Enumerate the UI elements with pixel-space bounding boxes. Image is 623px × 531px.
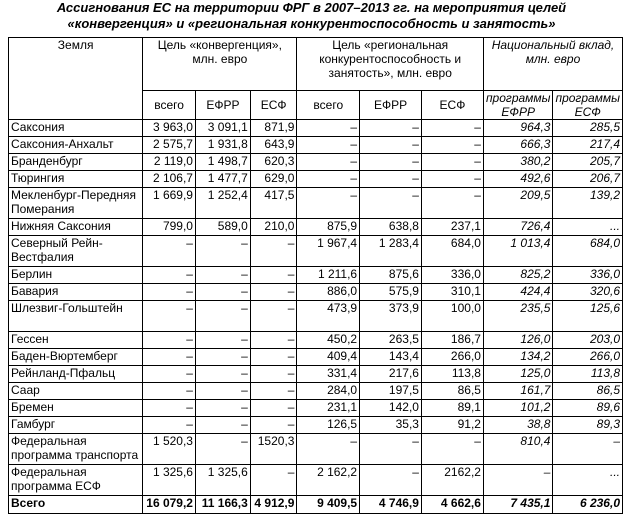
allocations-table (8, 37, 623, 514)
cell-reg-efrr: 197,5 (360, 383, 422, 400)
cell-land: Баден-Вюртемберг (9, 349, 143, 366)
cell-nat-efrr: 38,8 (483, 417, 553, 434)
table-row (9, 188, 623, 219)
total-reg-total: 9 409,5 (297, 496, 360, 514)
cell-reg-esf: 310,1 (421, 284, 483, 301)
cell-conv-total: – (143, 400, 196, 417)
cell-nat-efrr: 235,5 (483, 301, 553, 332)
cell-reg-esf: 336,0 (421, 267, 483, 284)
title-line-1: Ассигнования ЕС на территории ФРГ в 2007–2013 гг. на мероприятия целей (56, 0, 567, 15)
cell-reg-total: 331,4 (297, 366, 360, 383)
cell-reg-total: 231,1 (297, 400, 360, 417)
total-row (9, 496, 623, 514)
total-reg-efrr: 4 746,9 (360, 496, 422, 514)
cell-reg-efrr: – (360, 137, 422, 154)
cell-reg-total: 409,4 (297, 349, 360, 366)
cell-reg-total: 886,0 (297, 284, 360, 301)
cell-conv-esf: – (250, 349, 297, 366)
cell-reg-efrr: 35,3 (360, 417, 422, 434)
table-row (9, 434, 623, 465)
cell-reg-esf: 186,7 (421, 332, 483, 349)
cell-land: Федеральная программа ЕСФ (9, 465, 143, 496)
cell-reg-efrr: 575,9 (360, 284, 422, 301)
cell-reg-efrr: 217,6 (360, 366, 422, 383)
cell-conv-esf: 417,5 (250, 188, 297, 219)
cell-nat-esf: 285,5 (553, 120, 623, 137)
cell-nat-esf: 139,2 (553, 188, 623, 219)
cell-conv-esf: – (250, 465, 297, 496)
cell-conv-esf: – (250, 417, 297, 434)
cell-conv-esf: – (250, 284, 297, 301)
cell-reg-efrr: – (360, 154, 422, 171)
header-reg-total: всего (297, 91, 360, 120)
header-regional: Цель «региональная конкурентоспособность и занятость», млн. евро (297, 38, 484, 91)
cell-conv-esf: 643,9 (250, 137, 297, 154)
cell-reg-total: 126,5 (297, 417, 360, 434)
cell-reg-efrr: – (360, 434, 422, 465)
cell-conv-efrr: 1 325,6 (195, 465, 250, 496)
cell-conv-efrr: – (195, 400, 250, 417)
cell-conv-esf: – (250, 301, 297, 332)
cell-reg-total: 1 211,6 (297, 267, 360, 284)
table-row (9, 236, 623, 267)
cell-reg-esf: 91,2 (421, 417, 483, 434)
cell-conv-efrr: 1 477,7 (195, 171, 250, 188)
cell-conv-total: – (143, 366, 196, 383)
total-reg-esf: 4 662,6 (421, 496, 483, 514)
cell-conv-efrr: 1 252,4 (195, 188, 250, 219)
header-land: Земля (9, 38, 143, 120)
cell-reg-esf: 266,0 (421, 349, 483, 366)
cell-land: Северный Рейн-Вестфалия (9, 236, 143, 267)
cell-nat-efrr: 126,0 (483, 332, 553, 349)
cell-reg-total: 450,2 (297, 332, 360, 349)
cell-reg-efrr: 638,8 (360, 219, 422, 236)
cell-nat-esf: 217,4 (553, 137, 623, 154)
cell-conv-total: 2 106,7 (143, 171, 196, 188)
cell-land: Федеральная программа транспорта (9, 434, 143, 465)
cell-reg-total: 473,9 (297, 301, 360, 332)
table-row (9, 284, 623, 301)
cell-reg-esf: 100,0 (421, 301, 483, 332)
cell-nat-efrr: 125,0 (483, 366, 553, 383)
total-conv-total: 16 079,2 (143, 496, 196, 514)
cell-conv-total: – (143, 332, 196, 349)
cell-reg-total: – (297, 120, 360, 137)
cell-nat-esf: 89,6 (553, 400, 623, 417)
cell-conv-efrr: – (195, 267, 250, 284)
cell-conv-efrr: – (195, 284, 250, 301)
cell-nat-efrr: 209,5 (483, 188, 553, 219)
cell-reg-esf: 89,1 (421, 400, 483, 417)
cell-reg-total: – (297, 434, 360, 465)
cell-reg-esf: – (421, 171, 483, 188)
cell-nat-efrr: 1 013,4 (483, 236, 553, 267)
cell-reg-esf: – (421, 120, 483, 137)
cell-conv-esf: – (250, 366, 297, 383)
cell-nat-esf: – (553, 434, 623, 465)
cell-land: Гессен (9, 332, 143, 349)
table-row (9, 154, 623, 171)
cell-reg-efrr: – (360, 188, 422, 219)
cell-nat-efrr: 810,4 (483, 434, 553, 465)
table-row (9, 417, 623, 434)
table-row (9, 137, 623, 154)
header-nat-esf: программы ЕСФ (553, 91, 623, 120)
cell-conv-total: 1 669,9 (143, 188, 196, 219)
header-reg-efrr: ЕФРР (360, 91, 422, 120)
cell-nat-efrr: 964,3 (483, 120, 553, 137)
header-reg-esf: ЕСФ (421, 91, 483, 120)
cell-reg-efrr: 1 283,4 (360, 236, 422, 267)
cell-nat-efrr: 424,4 (483, 284, 553, 301)
cell-nat-esf: 86,5 (553, 383, 623, 400)
total-nat-esf: 6 236,0 (553, 496, 623, 514)
cell-nat-efrr: – (483, 465, 553, 496)
table-row (9, 171, 623, 188)
cell-nat-efrr: 726,4 (483, 219, 553, 236)
cell-conv-efrr: – (195, 366, 250, 383)
header-national: Национальный вклад, млн. евро (483, 38, 622, 91)
table-row (9, 219, 623, 236)
cell-conv-total: – (143, 236, 196, 267)
cell-conv-esf: – (250, 383, 297, 400)
cell-nat-esf: 320,6 (553, 284, 623, 301)
cell-conv-efrr: – (195, 236, 250, 267)
cell-conv-total: 2 119,0 (143, 154, 196, 171)
cell-conv-efrr: – (195, 417, 250, 434)
total-nat-efrr: 7 435,1 (483, 496, 553, 514)
cell-conv-total: 3 963,0 (143, 120, 196, 137)
cell-conv-efrr: – (195, 332, 250, 349)
table-row (9, 366, 623, 383)
header-convergence: Цель «конвергенция», млн. евро (143, 38, 297, 91)
cell-conv-esf: – (250, 332, 297, 349)
cell-conv-esf: 871,9 (250, 120, 297, 137)
cell-conv-total: 2 575,7 (143, 137, 196, 154)
cell-reg-total: – (297, 188, 360, 219)
cell-reg-efrr: – (360, 465, 422, 496)
cell-nat-esf: 89,3 (553, 417, 623, 434)
cell-nat-efrr: 492,6 (483, 171, 553, 188)
table-row (9, 332, 623, 349)
cell-nat-esf: ... (553, 465, 623, 496)
cell-conv-efrr: – (195, 349, 250, 366)
cell-conv-efrr: 1 498,7 (195, 154, 250, 171)
cell-reg-esf: 86,5 (421, 383, 483, 400)
cell-land: Бремен (9, 400, 143, 417)
cell-reg-total: – (297, 171, 360, 188)
cell-conv-efrr: – (195, 301, 250, 332)
cell-land: Гамбург (9, 417, 143, 434)
cell-reg-esf: 113,8 (421, 366, 483, 383)
cell-land: Бранденбург (9, 154, 143, 171)
cell-reg-total: 2 162,2 (297, 465, 360, 496)
header-conv-efrr: ЕФРР (195, 91, 250, 120)
cell-nat-esf: 266,0 (553, 349, 623, 366)
cell-conv-total: – (143, 383, 196, 400)
cell-conv-efrr: 3 091,1 (195, 120, 250, 137)
cell-reg-esf: 2162,2 (421, 465, 483, 496)
cell-nat-efrr: 666,3 (483, 137, 553, 154)
cell-land: Мекленбург-Передняя Померания (9, 188, 143, 219)
cell-reg-efrr: 143,4 (360, 349, 422, 366)
table-body (9, 120, 623, 496)
cell-land: Саксония-Анхальт (9, 137, 143, 154)
cell-conv-esf: 210,0 (250, 219, 297, 236)
cell-reg-esf: 684,0 (421, 236, 483, 267)
cell-conv-efrr: – (195, 383, 250, 400)
cell-conv-total: 1 325,6 (143, 465, 196, 496)
cell-conv-esf: 1520,3 (250, 434, 297, 465)
cell-nat-esf: 684,0 (553, 236, 623, 267)
cell-reg-total: 284,0 (297, 383, 360, 400)
cell-reg-efrr: – (360, 171, 422, 188)
cell-conv-efrr: 589,0 (195, 219, 250, 236)
cell-conv-efrr: 1 931,8 (195, 137, 250, 154)
total-label: Всего (9, 496, 143, 514)
table-row (9, 383, 623, 400)
cell-reg-total: – (297, 154, 360, 171)
cell-conv-total: 799,0 (143, 219, 196, 236)
cell-reg-total: 875,9 (297, 219, 360, 236)
cell-conv-efrr: – (195, 434, 250, 465)
cell-land: Саар (9, 383, 143, 400)
header-nat-efrr: программы ЕФРР (483, 91, 553, 120)
cell-land: Саксония (9, 120, 143, 137)
table-row (9, 267, 623, 284)
cell-conv-total: – (143, 301, 196, 332)
total-conv-esf: 4 912,9 (250, 496, 297, 514)
cell-nat-esf: 125,6 (553, 301, 623, 332)
table-row (9, 400, 623, 417)
header-conv-esf: ЕСФ (250, 91, 297, 120)
cell-conv-total: – (143, 417, 196, 434)
cell-conv-esf: – (250, 267, 297, 284)
cell-nat-esf: ... (553, 219, 623, 236)
cell-conv-esf: 620,3 (250, 154, 297, 171)
cell-reg-total: 1 967,4 (297, 236, 360, 267)
cell-land: Рейнланд-Пфальц (9, 366, 143, 383)
cell-conv-total: – (143, 267, 196, 284)
cell-land: Бавария (9, 284, 143, 301)
cell-reg-efrr: 142,0 (360, 400, 422, 417)
total-conv-efrr: 11 166,3 (195, 496, 250, 514)
cell-reg-efrr: – (360, 120, 422, 137)
cell-reg-esf: – (421, 137, 483, 154)
cell-reg-efrr: 263,5 (360, 332, 422, 349)
cell-conv-esf: 629,0 (250, 171, 297, 188)
cell-land: Тюрингия (9, 171, 143, 188)
cell-reg-esf: – (421, 434, 483, 465)
cell-reg-esf: – (421, 154, 483, 171)
cell-reg-esf: – (421, 188, 483, 219)
cell-nat-efrr: 161,7 (483, 383, 553, 400)
table-row (9, 349, 623, 366)
cell-nat-esf: 205,7 (553, 154, 623, 171)
cell-conv-esf: – (250, 400, 297, 417)
document-title (0, 0, 623, 32)
header-conv-total: всего (143, 91, 196, 120)
cell-conv-total: 1 520,3 (143, 434, 196, 465)
cell-nat-efrr: 134,2 (483, 349, 553, 366)
cell-conv-total: – (143, 349, 196, 366)
cell-nat-efrr: 825,2 (483, 267, 553, 284)
cell-reg-total: – (297, 137, 360, 154)
cell-land: Нижняя Саксония (9, 219, 143, 236)
cell-nat-efrr: 380,2 (483, 154, 553, 171)
cell-nat-esf: 206,7 (553, 171, 623, 188)
cell-conv-esf: – (250, 236, 297, 267)
table-row (9, 120, 623, 137)
cell-nat-efrr: 101,2 (483, 400, 553, 417)
cell-reg-esf: 237,1 (421, 219, 483, 236)
title-line-2: «конвергенция» и «региональная конкурентоспособность и занятость» (67, 16, 556, 31)
cell-nat-esf: 113,8 (553, 366, 623, 383)
cell-land: Берлин (9, 267, 143, 284)
cell-reg-efrr: 875,6 (360, 267, 422, 284)
cell-reg-efrr: 373,9 (360, 301, 422, 332)
table-row (9, 301, 623, 332)
table-row (9, 465, 623, 496)
cell-nat-esf: 336,0 (553, 267, 623, 284)
cell-land: Шлезвиг-Гольштейн (9, 301, 143, 332)
cell-conv-total: – (143, 284, 196, 301)
cell-nat-esf: 203,0 (553, 332, 623, 349)
